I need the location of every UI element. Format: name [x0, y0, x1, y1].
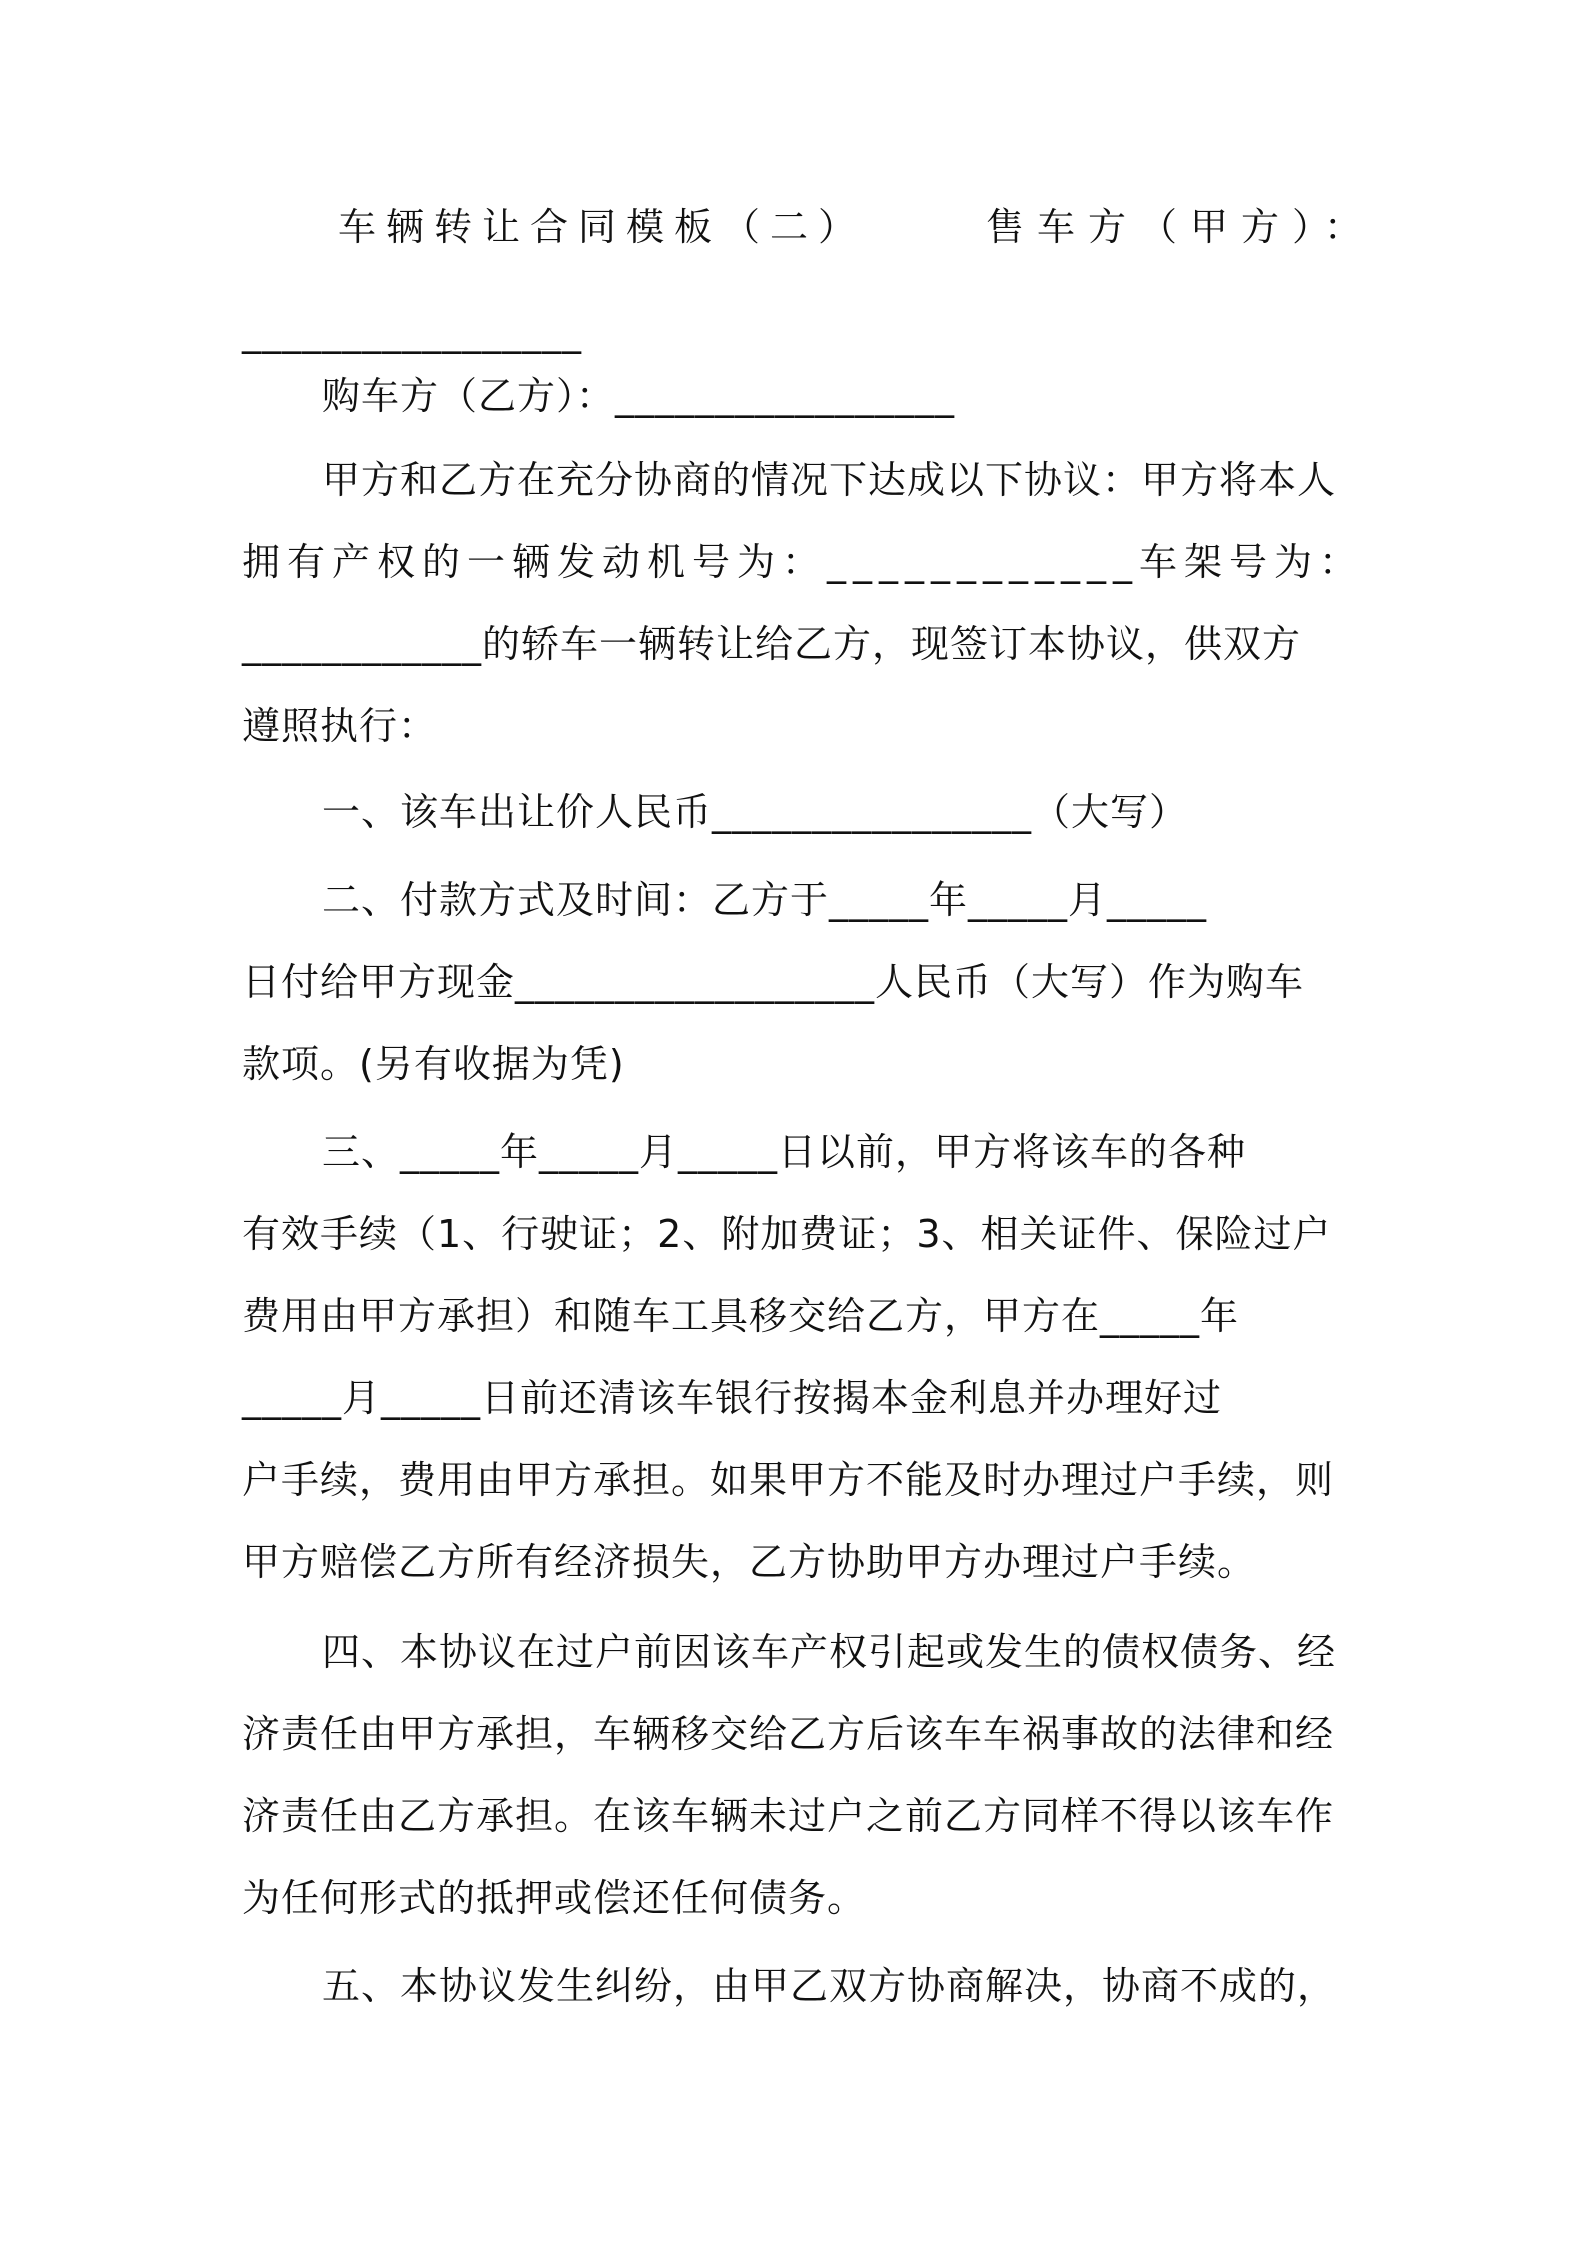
clause-4-line: 四、本协议在过户前因该车产权引起或发生的债权债务、经	[322, 1630, 1337, 1674]
clause-2-line: 日付给甲方现金__________________人民币（大写）作为购车	[242, 960, 1305, 1004]
clause-2-line: 款项。(另有收据为凭)	[242, 1042, 625, 1086]
buyer-line: 购车方（乙方）：_________________	[322, 374, 956, 418]
body-line: ____________的轿车一辆转让给乙方，现签订本协议，供双方	[242, 622, 1302, 666]
clause-3-line: 有效手续（1、行驶证；2、附加费证；3、相关证件、保险过户	[242, 1212, 1332, 1256]
clause-4-line: 济责任由乙方承担。在该车辆未过户之前乙方同样不得以该车作	[242, 1794, 1335, 1838]
clause-5-line: 五、本协议发生纠纷，由甲乙双方协商解决，协商不成的，	[322, 1964, 1337, 2008]
body-line: 甲方和乙方在充分协商的情况下达成以下协议：甲方将本人	[322, 458, 1337, 502]
clause-3-line: _____月_____日前还清该车银行按揭本金利息并办理好过	[242, 1376, 1223, 1420]
clause-4-line: 为任何形式的抵押或偿还任何债务。	[242, 1876, 867, 1920]
seller-label: 售车方（甲方）：	[986, 205, 1376, 249]
clause-1-line: 一、该车出让价人民币________________（大写）	[322, 790, 1189, 834]
clause-4-line: 济责任由甲方承担，车辆移交给乙方后该车车祸事故的法律和经	[242, 1712, 1335, 1756]
clause-3-line: 甲方赔偿乙方所有经济损失，乙方协助甲方办理过户手续。	[242, 1540, 1257, 1584]
clause-2-line: 二、付款方式及时间：乙方于_____年_____月_____	[322, 878, 1208, 922]
clause-3-line: 户手续，费用由甲方承担。如果甲方不能及时办理过户手续，则	[242, 1458, 1335, 1502]
clause-3-line: 费用由甲方承担）和随车工具移交给乙方，甲方在_____年	[242, 1294, 1240, 1338]
clause-3-line: 三、_____年_____月_____日以前，甲方将该车的各种	[322, 1130, 1247, 1174]
document-title-row	[338, 203, 1376, 251]
body-line: 遵照执行：	[242, 704, 438, 748]
document-title: 车辆转让合同模板（二）	[338, 205, 867, 249]
body-line: 拥有产权的一辆发动机号为：____________车架号为：	[242, 540, 1365, 584]
seller-blank-line: _________________	[242, 310, 582, 354]
